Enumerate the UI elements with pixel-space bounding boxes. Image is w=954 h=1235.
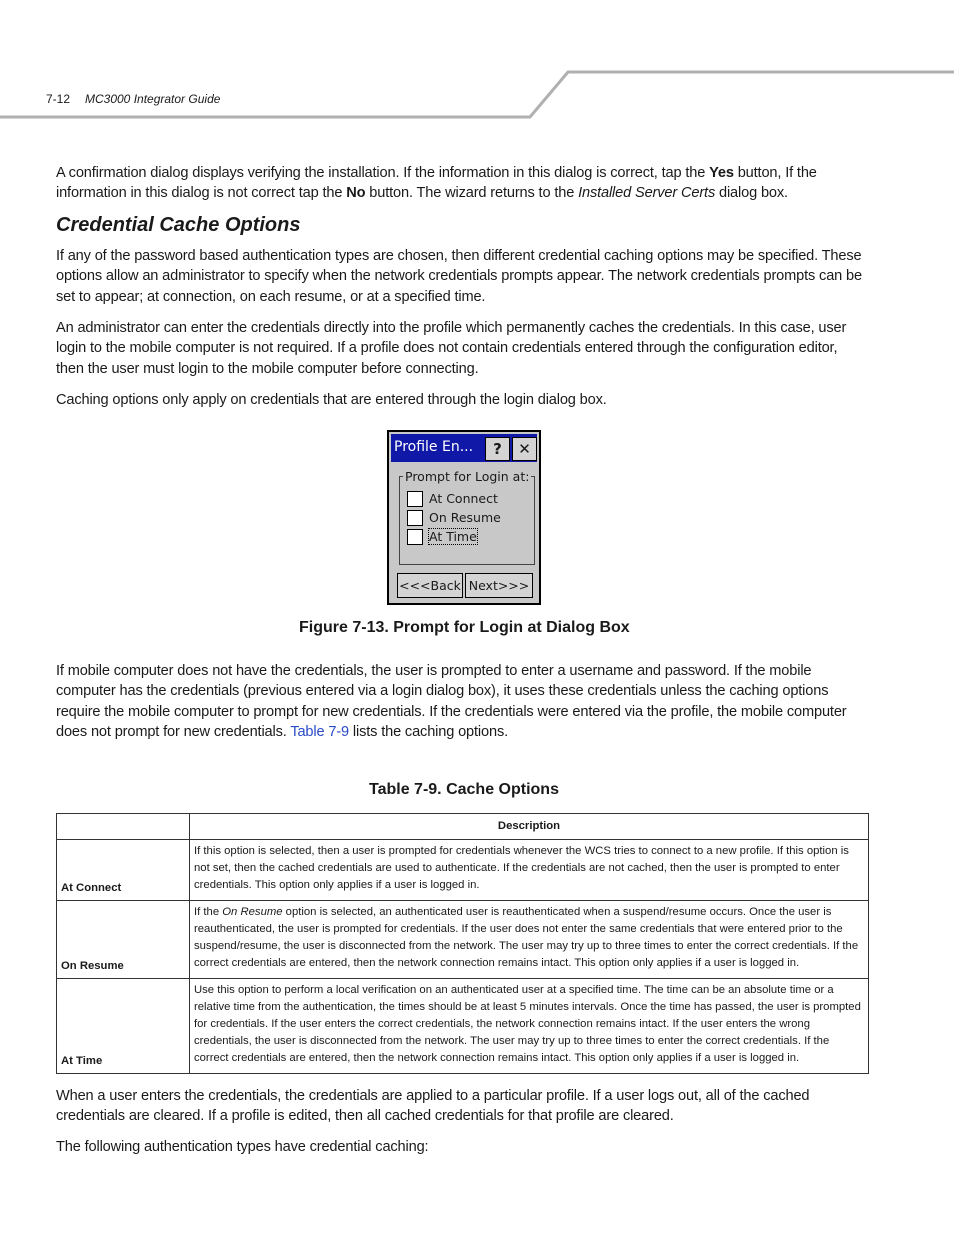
checkbox-at-connect[interactable] xyxy=(407,491,423,507)
table-row xyxy=(57,840,869,901)
next-button[interactable]: Next>>> xyxy=(465,573,533,598)
group-label: Prompt for Login at: xyxy=(405,469,530,484)
section-heading: Credential Cache Options xyxy=(56,214,301,236)
row-name: At Time xyxy=(57,979,190,1074)
table-header-row xyxy=(57,814,869,840)
cache-options-table xyxy=(56,813,869,1074)
row-name: At Connect xyxy=(57,840,190,901)
paragraph-caching-options: If any of the password based authentication types are chosen, then different credential caching options may be specified. These options allow an administrator to specify when the network credentials prompts appear. The network credentials prompts can be set to appear; at connection, on each resume, or at a specified time. xyxy=(56,248,862,305)
figure-caption: Figure 7-13. Prompt for Login at Dialog Box xyxy=(299,619,630,636)
profile-dialog xyxy=(387,430,541,605)
intro-paragraph: A confirmation dialog displays verifying the installation. If the information in this dialog is correct, tap the Yes button, If the information in this dialog is not correct tap the No button. The wizard returns to the Installed Server Certs dialog box. xyxy=(56,165,817,202)
label-at-time: At Time xyxy=(429,529,477,544)
paragraph-login-dialog: Caching options only apply on credentials that are entered through the login dialog box. xyxy=(56,392,607,408)
table-row xyxy=(57,979,869,1074)
label-at-connect: At Connect xyxy=(429,491,498,506)
paragraph-mobile-credentials: If mobile computer does not have the credentials, the user is prompted to enter a username and password. If the mobile computer has the credentials (previous entered via a login dialog box), it uses these credentials unless the caching options require the mobile computer to prompt for new credentials. If the credentials were entered via the profile, the mobile computer does not prompt for new credentials. Table 7-9 lists the caching options. xyxy=(56,663,847,741)
row-name: On Resume xyxy=(57,901,190,979)
paragraph-administrator: An administrator can enter the credentials directly into the profile which permanently caches the credentials. In this case, user login to the mobile computer is not required. If a profile does not contain credentials entered through the configuration editor, then the user must login to the mobile computer before connecting. xyxy=(56,320,847,377)
row-description: If this option is selected, then a user is prompted for credentials whenever the WCS tries to connect to a new profile. If this option is not set, then the cached credentials are used to authenticate. If the credentials are not cached, then the user is prompted to enter credentials. This option only applies if a user is logged in. xyxy=(190,840,869,901)
paragraph-credentials-applied: When a user enters the credentials, the credentials are applied to a particular profile. If a user logs out, all of the cached credentials are cleared. If a profile is edited, then all cached credentials for that profile are cleared. xyxy=(56,1088,810,1125)
table-caption: Table 7-9. Cache Options xyxy=(369,781,559,798)
row-description: Use this option to perform a local verification on an authenticated user at a specified time. The time can be an absolute time or a relative time from the authentication, the times should be at least 5 minutes intervals. Once the time has passed, the user is prompted for credentials. If the user enters the correct credentials, the network connection remains intact. If the user enters the wrong credentials, the user is disconnected from the network. The user may try up to three times to enter the correct credentials. If the correct credentials are entered, then the network connection remains intact. This option only applies if a user is logged in. xyxy=(190,979,869,1074)
dialog-title: Profile En... xyxy=(394,439,474,455)
checkbox-on-resume[interactable] xyxy=(407,510,423,526)
dialog-title-bar xyxy=(391,434,537,462)
page-number: 7-12 xyxy=(46,92,71,106)
header-cell-description: Description xyxy=(190,814,869,840)
checkbox-at-time[interactable] xyxy=(407,529,423,545)
paragraph-authentication-types: The following authentication types have credential caching: xyxy=(56,1139,429,1155)
close-button[interactable]: ✕ xyxy=(512,437,537,461)
row-description: If the On Resume option is selected, an authenticated user is reauthenticated when a suspend/resume occurs. Once the user is reauthenticated, the user is prompted for credentials. If the user does not enter the same credentials that were entered prior to the suspend/resume, the user is disconnected from the network. The user may try up to three times to enter the correct credentials. If the correct credentials are entered, then the network connection remains intact. This option only applies if a user is logged in. xyxy=(190,901,869,979)
label-on-resume: On Resume xyxy=(429,510,501,525)
table-row xyxy=(57,901,869,979)
guide-title: MC3000 Integrator Guide xyxy=(85,92,221,106)
back-button[interactable]: <<<Back xyxy=(397,573,463,598)
help-button[interactable]: ? xyxy=(485,437,510,461)
table-link[interactable]: Table 7-9 xyxy=(290,724,349,741)
header-cell-option xyxy=(57,814,190,840)
